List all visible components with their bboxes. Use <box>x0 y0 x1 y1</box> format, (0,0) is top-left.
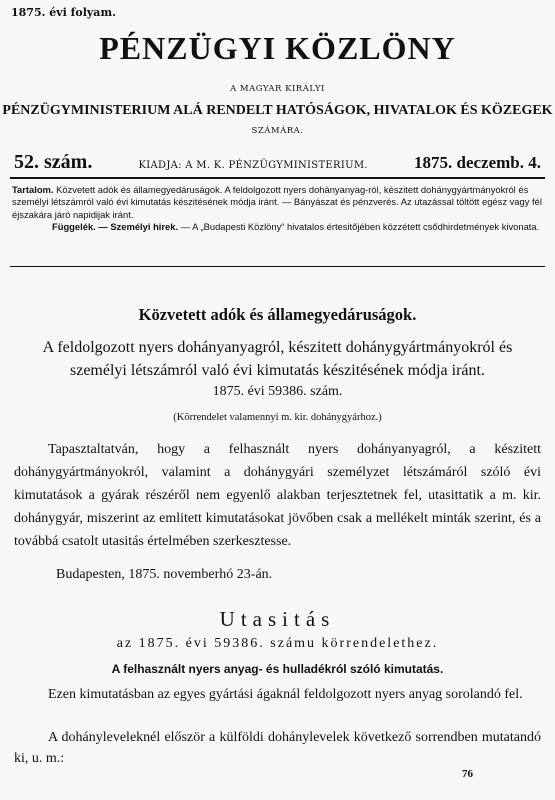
masthead-subtitle-main: PÉNZÜGYMINISTERIUM ALÁ RENDELT HATÓSÁGOK, HIVATALOK ÉS KÖZEGEK <box>2 103 553 118</box>
contents-divider <box>10 266 545 267</box>
issue-number: 52. szám. <box>14 151 93 173</box>
page-number: 76 <box>462 768 473 780</box>
masthead-subtitle-end: SZÁMÁRA. <box>251 126 304 136</box>
decree-note: (Körrendelet valamennyi m. kir. dohánygyárhoz.) <box>173 412 382 423</box>
instruction-paragraph-2: A dohányleveleknél először a külföldi dohánylevelek következő sorrendben mutatandó ki, u. m.: <box>14 730 541 766</box>
issue-date: 1875. deczemb. 4. <box>413 153 541 172</box>
table-of-contents <box>12 184 543 233</box>
section-title: Közvetett adók és államegyedáruságok. <box>138 305 417 324</box>
volume-year: 1875. évi folyam. <box>11 6 116 19</box>
appendix-text: — A „Budapesti Közlöny“ hivatalos értesitőjében közzétett csődhirdetmények kivonata. <box>180 220 540 232</box>
instruction-subtitle: az 1875. évi 59386. számu körrendelethez. <box>116 636 439 651</box>
contents-text: Közvetett adók és államegyedáruságok. A feldolgozott nyers dohányanyag-ról, készitett dohánygyártmányokról és személyi létszámról való évi kimutatás készitésének módja iránt. — Bányászat és pénzverés. Az utazással töltött egész vagy fél éjszakára járó napidijak iránt. <box>12 184 542 220</box>
masthead-title: PÉNZÜGYI KÖZLÖNY <box>99 30 456 66</box>
publisher: KIADJA: A M. K. PÉNZÜGYMINISTERIUM. <box>138 160 368 171</box>
article-subhead: A feldolgozott nyers dohányanyagról, készitett dohánygyártmányokról és személyi létszámról való évi kimutatás készitésének módja iránt. <box>42 339 513 379</box>
masthead-subtitle: A MAGYAR KIRÁLYI <box>230 84 325 94</box>
contents-label: Tartalom. <box>12 184 54 195</box>
place-date: Budapesten, 1875. novemberhó 23-án. <box>56 567 273 582</box>
instruction-paragraph-1: Ezen kimutatásban az egyes gyártási ágaknál feldolgozott nyers anyag sorolandó fel. <box>48 687 523 702</box>
decree-number: 1875. évi 59386. szám. <box>212 384 343 399</box>
header-divider <box>10 177 545 179</box>
appendix-label: Függelék. — Személyi hirek. <box>52 220 179 232</box>
instruction-heading: A felhasznált nyers anyag- és hulladékról szóló kimutatás. <box>111 662 444 676</box>
issue-line <box>14 151 541 173</box>
instruction-title: Utasitás <box>219 607 336 631</box>
body-paragraph: Tapasztaltatván, hogy a felhasznált nyers dohányanyagról, a készitett dohánygyártmányokról, valamint a dohánygyári személyzet létszámáról szóló évi kimutatások a gyárak részéről nem egyenlő alakban terjesztetnek fel, utasittatik a m. kir. dohánygyár, miszerint az emlitett kimutatásokat jövőben csak a mellékelt minták szerint, és a továbbá csatolt utasitás értelmében szerkesztesse. <box>14 442 541 549</box>
